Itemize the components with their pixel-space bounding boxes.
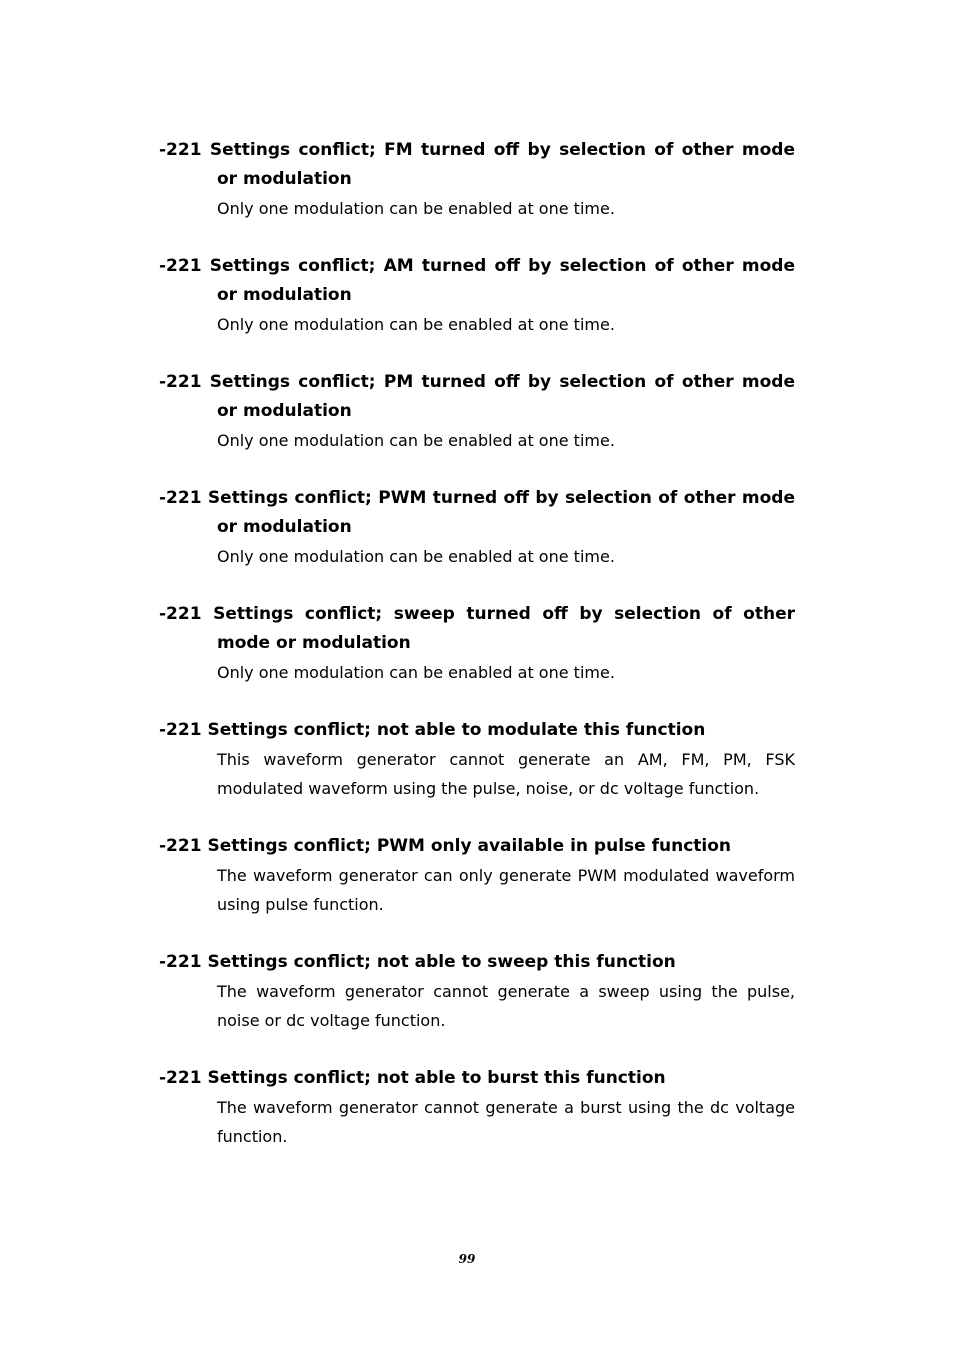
- error-description: Only one modulation can be enabled at one time.: [217, 547, 615, 566]
- error-heading: -221 Settings conflict; not able to modulate this function: [159, 720, 706, 740]
- error-entry-burst-function: [159, 1064, 795, 1151]
- error-message-list: [159, 136, 795, 1180]
- error-description: This waveform generator cannot generate an AM, FM, PM, FSK modulated waveform using the pulse, noise, or dc voltage function.: [217, 750, 795, 798]
- error-heading: -221 Settings conflict; sweep turned off by selection of other mode or modulation: [159, 604, 795, 653]
- error-entry-am-conflict: [159, 252, 795, 339]
- error-heading: -221 Settings conflict; not able to burst this function: [159, 1068, 666, 1088]
- error-description: The waveform generator cannot generate a burst using the dc voltage function.: [217, 1098, 795, 1146]
- error-heading: -221 Settings conflict; not able to sweep this function: [159, 952, 676, 972]
- error-heading: -221 Settings conflict; AM turned off by selection of other mode or modulation: [159, 256, 795, 305]
- error-entry-pwm-pulse-only: [159, 832, 795, 919]
- error-entry-modulate-function: [159, 716, 795, 803]
- error-description: Only one modulation can be enabled at one time.: [217, 315, 615, 334]
- error-heading: -221 Settings conflict; PM turned off by selection of other mode or modulation: [159, 372, 795, 421]
- error-entry-sweep-function: [159, 948, 795, 1035]
- error-description: The waveform generator cannot generate a sweep using the pulse, noise or dc voltage function.: [217, 982, 795, 1030]
- error-description: The waveform generator can only generate PWM modulated waveform using pulse function.: [217, 866, 795, 914]
- error-heading: -221 Settings conflict; PWM turned off by selection of other mode or modulation: [159, 488, 795, 537]
- error-entry-pm-conflict: [159, 368, 795, 455]
- error-heading: -221 Settings conflict; FM turned off by selection of other mode or modulation: [159, 140, 795, 189]
- error-entry-pwm-conflict: [159, 484, 795, 571]
- error-description: Only one modulation can be enabled at one time.: [217, 431, 615, 450]
- error-entry-sweep-conflict: [159, 600, 795, 687]
- error-entry-fm-conflict: [159, 136, 795, 223]
- page-number: 99: [458, 1252, 476, 1266]
- error-description: Only one modulation can be enabled at one time.: [217, 663, 615, 682]
- error-heading: -221 Settings conflict; PWM only available in pulse function: [159, 836, 732, 856]
- error-description: Only one modulation can be enabled at one time.: [217, 199, 615, 218]
